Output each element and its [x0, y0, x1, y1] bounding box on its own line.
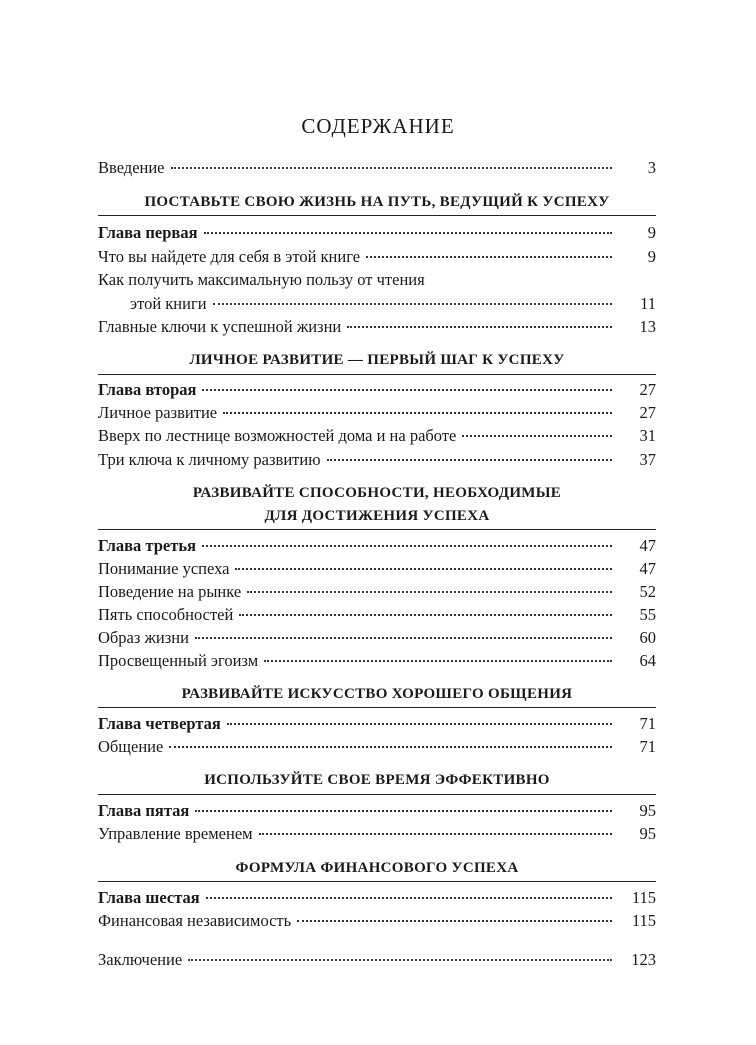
section-heading-5: ИСПОЛЬЗУЙТЕ СВОЕ ВРЕМЯ ЭФФЕКТИВНО — [204, 772, 550, 788]
page-number: 3 — [647, 158, 656, 177]
page-number: 31 — [639, 426, 656, 445]
dot-leader — [259, 833, 612, 835]
page-number: 60 — [639, 628, 656, 647]
toc-entry[interactable] — [98, 557, 656, 581]
section-rule — [98, 529, 656, 530]
dot-leader — [202, 389, 612, 391]
section-rule — [98, 215, 656, 216]
dot-leader — [264, 660, 612, 662]
entry-label-line1: Как получить максимальную пользу от чтения — [98, 270, 425, 289]
toc-entry[interactable] — [98, 245, 656, 269]
page-number: 123 — [631, 950, 656, 969]
page-number: 52 — [639, 582, 656, 601]
dot-leader — [195, 637, 612, 639]
toc-entry[interactable] — [98, 909, 656, 933]
page-number: 37 — [639, 450, 656, 469]
toc-entry-chapter-4[interactable] — [98, 712, 656, 736]
toc-entry[interactable] — [98, 626, 656, 650]
toc-entry[interactable] — [98, 315, 656, 339]
page-number: 115 — [631, 911, 656, 930]
dot-leader — [347, 326, 612, 328]
page-number: 9 — [647, 247, 656, 266]
entry-label: Просвещенный эгоизм — [98, 651, 259, 670]
chapter-label: Глава вторая — [98, 380, 197, 399]
page-number: 71 — [639, 737, 656, 756]
dot-leader — [188, 959, 612, 961]
dot-leader — [206, 897, 612, 899]
dot-leader — [247, 591, 612, 593]
toc-entry-intro[interactable] — [98, 156, 656, 180]
toc-entry[interactable] — [98, 822, 656, 846]
toc-entry-conclusion[interactable] — [98, 948, 656, 972]
toc-entry-chapter-5[interactable] — [98, 799, 656, 823]
dot-leader — [239, 614, 612, 616]
page-number: 71 — [639, 714, 656, 733]
dot-leader — [366, 256, 612, 258]
toc-entry[interactable] — [98, 424, 656, 448]
section-heading-3-line2: ДЛЯ ДОСТИЖЕНИЯ УСПЕХА — [264, 508, 490, 524]
section-heading-3: РАЗВИВАЙТЕ СПОСОБНОСТИ, НЕОБХОДИМЫЕ — [192, 485, 562, 501]
page-number: 64 — [639, 651, 656, 670]
toc-title: СОДЕРЖАНИЕ — [301, 114, 455, 138]
section-heading-4: РАЗВИВАЙТЕ ИСКУССТВО ХОРОШЕГО ОБЩЕНИЯ — [181, 686, 573, 702]
toc-entry[interactable] — [98, 603, 656, 627]
page-number: 11 — [640, 294, 656, 313]
entry-label: Заключение — [98, 950, 183, 969]
page-number: 27 — [639, 403, 656, 422]
toc-entry[interactable] — [98, 401, 656, 425]
toc-entry[interactable] — [98, 735, 656, 759]
entry-label: Поведение на рынке — [98, 582, 242, 601]
entry-label: Финансовая независимость — [98, 911, 292, 930]
page-number: 47 — [639, 536, 656, 555]
chapter-label: Глава четвертая — [98, 714, 221, 733]
chapter-label: Глава третья — [98, 536, 196, 555]
dot-leader — [327, 459, 612, 461]
toc-entry[interactable] — [98, 448, 656, 472]
entry-label: Главные ключи к успешной жизни — [98, 317, 342, 336]
dot-leader — [462, 435, 612, 437]
entry-label: Пять способностей — [98, 605, 234, 624]
toc-entry-chapter-1[interactable] — [98, 221, 656, 245]
page-number: 95 — [639, 801, 656, 820]
entry-label: Управление временем — [98, 824, 253, 843]
toc-entry-chapter-3[interactable] — [98, 534, 656, 558]
entry-label: этой книги — [130, 294, 207, 313]
entry-label: Образ жизни — [98, 628, 189, 647]
entry-label: Понимание успеха — [98, 559, 230, 578]
dot-leader — [213, 303, 612, 305]
chapter-label: Глава первая — [98, 223, 198, 242]
dot-leader — [204, 232, 612, 234]
dot-leader — [297, 920, 612, 922]
entry-label: Общение — [98, 737, 164, 756]
dot-leader — [171, 167, 612, 169]
entry-label: Три ключа к личному развитию — [98, 450, 321, 469]
page-number: 115 — [631, 888, 656, 907]
entry-label: Вверх по лестнице возможностей дома и на работе — [98, 426, 457, 445]
toc-entry[interactable] — [98, 580, 656, 604]
section-heading-6: ФОРМУЛА ФИНАНСОВОГО УСПЕХА — [235, 860, 519, 876]
entry-label: Личное развитие — [98, 403, 218, 422]
toc-entry[interactable] — [98, 649, 656, 673]
toc-entry[interactable] — [98, 292, 656, 316]
dot-leader — [235, 568, 612, 570]
page-number: 27 — [639, 380, 656, 399]
section-heading-2: ЛИЧНОЕ РАЗВИТИЕ — ПЕРВЫЙ ШАГ К УСПЕХУ — [189, 352, 565, 368]
section-rule — [98, 707, 656, 708]
page-number: 47 — [639, 559, 656, 578]
entry-label: Что вы найдете для себя в этой книге — [98, 247, 361, 266]
section-rule — [98, 794, 656, 795]
section-rule — [98, 881, 656, 882]
entry-label: Введение — [98, 158, 165, 177]
chapter-label: Глава пятая — [98, 801, 190, 820]
page-number: 9 — [647, 223, 656, 242]
dot-leader — [195, 810, 612, 812]
dot-leader — [227, 723, 612, 725]
dot-leader — [169, 746, 612, 748]
page-number: 55 — [639, 605, 656, 624]
toc-entry-chapter-2[interactable] — [98, 378, 656, 402]
section-heading-1: ПОСТАВЬТЕ СВОЮ ЖИЗНЬ НА ПУТЬ, ВЕДУЩИЙ К УСПЕХУ — [144, 194, 610, 210]
page-number: 95 — [639, 824, 656, 843]
chapter-label: Глава шестая — [98, 888, 200, 907]
page-number: 13 — [639, 317, 656, 336]
dot-leader — [202, 545, 612, 547]
dot-leader — [223, 412, 612, 414]
section-rule — [98, 374, 656, 375]
toc-entry-chapter-6[interactable] — [98, 886, 656, 910]
